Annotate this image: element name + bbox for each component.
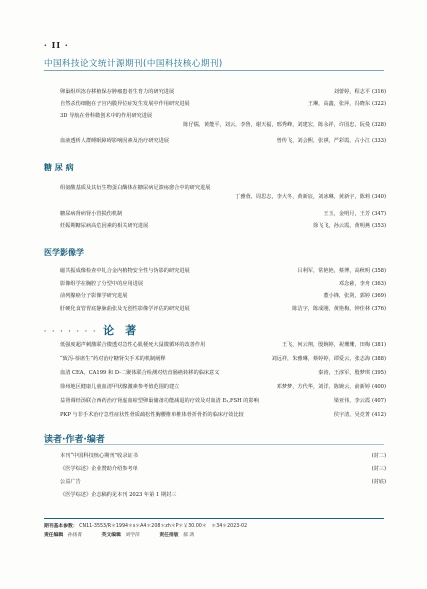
- toc-entry-author-names: 邓梦梦，方代华，刘洋，陈婉云，俞新婷: [276, 384, 371, 390]
- section-reader: 读者·作者·编者: [44, 435, 105, 445]
- toc-entry-authors: [323, 210, 386, 217]
- editor-name: 孙扬菁: [67, 533, 83, 538]
- toc-entry-title: 影像组学在胸腔了分型中的应用进展: [60, 281, 144, 287]
- toc-entry-title: 肝硬化食管胃底静脉曲张及无创性影像学评估的研究进展: [60, 306, 190, 312]
- toc-entry-page: (407): [372, 398, 386, 404]
- toc-entry-author-names: 曾传飞，刘会熙，张祺，严彩霞，占小江: [276, 138, 371, 144]
- toc-entry-title: 磁共振成像检查中钆合金内植物安全性与伪影的研究进展: [60, 268, 190, 274]
- page-number: · II ·: [44, 40, 69, 50]
- toc-entry-page: (316): [372, 89, 386, 95]
- toc-entry-page: (322): [372, 101, 386, 107]
- toc-entry-author-names: 吕利军，常艳艳，蔡博，高秋明: [297, 268, 371, 274]
- toc-entry-page: (388): [372, 356, 386, 362]
- toc-entry-page: (412): [372, 412, 386, 418]
- toc-entry-author-names: 侯宇清，吴竞菁: [333, 412, 371, 418]
- section-articles: [44, 322, 136, 338]
- toc-entry-title: 自然杀伤细胞在子宫内膜异位症发生发展中作用研究进展: [60, 101, 190, 107]
- toc-entry-page: (353): [372, 223, 386, 229]
- toc-entry-author-names: 丁雅蓉，周思志，李大冬，黄新宸，刘冰琳，黄新宇，陈莉: [235, 194, 371, 200]
- toc-entry-page: (363): [372, 281, 386, 287]
- toc-entry-author-names: 秦涛，王淳军，殷梦琪: [318, 370, 371, 376]
- toc-entry-authors: [334, 411, 386, 418]
- toc-entry-authors: [235, 193, 386, 200]
- toc-entry-author-names: 王飞，何云翔，殷婉婷，祝珊珊，田梅: [281, 342, 371, 348]
- toc-entry-page: (381): [372, 342, 386, 348]
- toc-entry-page: (376): [372, 306, 386, 312]
- toc-entry-author-names: 王玉，金明月，王芳: [323, 211, 371, 217]
- toc-entry-page: (340): [372, 194, 386, 200]
- reader-entry-title: 《医学综述》企业赞助介绍参考单: [60, 466, 138, 472]
- reader-entry-title: 本刊“中国科技核心期刊”收录证书: [60, 453, 138, 459]
- footer-params: [44, 522, 247, 529]
- toc-entry-authors: [334, 397, 386, 404]
- toc-entry-author-names: 邓念慈，李舟: [338, 281, 371, 287]
- section-diabetes: 糖 尿 病: [44, 163, 74, 172]
- toc-entry-authors: [271, 355, 386, 362]
- footer-params-value: CN11-3553/R＊1994＊s＊A4＊208＊zh＊P＊￥30.00＊ ＊34＊2023-02: [79, 524, 248, 529]
- toc-entry-authors: [297, 267, 386, 274]
- editor-label: 责任编辑: [44, 533, 64, 538]
- toc-entry-author-names: 梁亚伟，李云霞: [333, 398, 371, 404]
- en-editor-name: 刘学萍: [125, 533, 140, 538]
- toc-entry-authors: [277, 137, 386, 144]
- toc-entry-authors: [282, 341, 386, 348]
- toc-entry-title: 血液透析人群睡眠障碍影响因素及治疗研究进展: [60, 138, 169, 144]
- toc-entry-title: 妊娠期糖尿病高危因素的相关研究进展: [60, 223, 149, 229]
- toc-entry-title: PKP 与非手术治疗急性症状性骨质疏松性胸腰椎单椎体骨折骨折的临床疗效比较: [60, 412, 244, 418]
- toc-entry-author-names: 刘远祥，朱雅琳，蔡婷婷，谭爱云，张志海: [271, 356, 371, 362]
- section-articles-dots: · · · · · · ·: [44, 327, 98, 335]
- reader-entry-title: 《医学综述》企志稿约见本刊 2023 年第 1 期封三: [60, 492, 177, 498]
- toc-entry-author-names: 王琳，高鑫，张萍，冯晓东: [307, 101, 371, 107]
- toc-entry-title: “致泻-萘席生”药对治疗糖肾尖手术的机制阐释: [60, 356, 166, 362]
- toc-entry-page: (358): [372, 268, 386, 274]
- layout-name: 郝 鸿: [183, 533, 195, 538]
- section-articles-label: 论 著: [103, 324, 137, 337]
- journal-title: 中国科技论文统计源期刊(中国科技核心期刊): [44, 59, 223, 69]
- toc-entry-author-names: 刘蕾婷，程志平: [333, 89, 371, 95]
- toc-entry-authors: [334, 88, 386, 95]
- toc-entry-authors: [313, 222, 386, 229]
- toc-entry-title: 血清 CEA、CA199 和 D-二聚体联合检测对结直肠癌转移的临床意义: [60, 370, 220, 376]
- toc-entry-authors: [339, 280, 386, 287]
- toc-entry-page: (400): [372, 384, 386, 390]
- toc-entry-title: 糖尿病肾病肾小管损伤机制: [60, 211, 123, 217]
- toc-entry-page: (333): [372, 138, 386, 144]
- toc-entry-authors: [292, 305, 386, 312]
- reader-entry-page: (封二): [371, 453, 386, 459]
- reader-entry-page: (封三): [371, 466, 386, 472]
- toc-entry-title: 组氨酸基质及其衍生物蛋白酶体在糖尿病足溃疡愈合中的研究进展: [60, 185, 211, 191]
- toc-entry-author-names: 董小锋，张剑，郭婷: [323, 293, 371, 299]
- toc-entry-title: 卵巢组织冻存移植保存肿瘤患者生育力的研究进展: [60, 89, 175, 95]
- reader-entry-title: 公益广告: [60, 479, 81, 485]
- toc-entry-title: 徐州地区健康儿童血清甲状腺激素参考值范围的建立: [60, 384, 180, 390]
- toc-entry-author-names: 陈仔儒，黄能平，刘云，李鲁，谢天福，邢秀峰，刘建宏，陈永祥，许国忠，阮曼: [183, 122, 371, 128]
- reader-rule: [44, 444, 384, 445]
- en-editor-label: 英文编辑: [101, 533, 121, 538]
- toc-entry-page: (328): [372, 122, 386, 128]
- toc-entry-page: (347): [372, 211, 386, 217]
- toc-entry-authors: [323, 292, 386, 299]
- toc-entry-authors: [183, 121, 386, 128]
- toc-entry-title: 前列腺癌分子影像学研究进展: [60, 293, 128, 299]
- toc-entry-authors: [308, 100, 386, 107]
- toc-entry-authors: [277, 383, 386, 390]
- footer-params-label: 期刊基本参数：: [44, 524, 78, 529]
- reader-entry-page: (封底): [371, 479, 386, 485]
- footer-rule: [44, 518, 384, 519]
- toc-entry-title: 3D 导航在骨科微创术中的作用研究进展: [60, 113, 153, 119]
- toc-entry-page: (395): [372, 370, 386, 376]
- footer-editors: [44, 531, 194, 538]
- toc-entry-page: (369): [372, 293, 386, 299]
- toc-entry-author-names: 徐飞飞，孙云霞，黄明燕: [312, 223, 371, 229]
- section-imaging: 医学影像学: [44, 248, 84, 257]
- toc-entry-title: 益肾调经汤联合西药治疗肾虚血瘀型卵巢储备功能减退的疗效及对血清 E₂,FSH 的影响: [60, 398, 259, 404]
- toc-entry-authors: [318, 369, 386, 376]
- toc-entry-author-names: 陈洁宇，陈成刚，黄艳梅，钟佳林: [292, 306, 371, 312]
- header-rule: [44, 70, 384, 71]
- layout-label: 责任排版: [159, 533, 179, 538]
- toc-entry-title: 低强度超声刺激联合微透对急性心肌梗死大鼠微循环的改善作用: [60, 342, 206, 348]
